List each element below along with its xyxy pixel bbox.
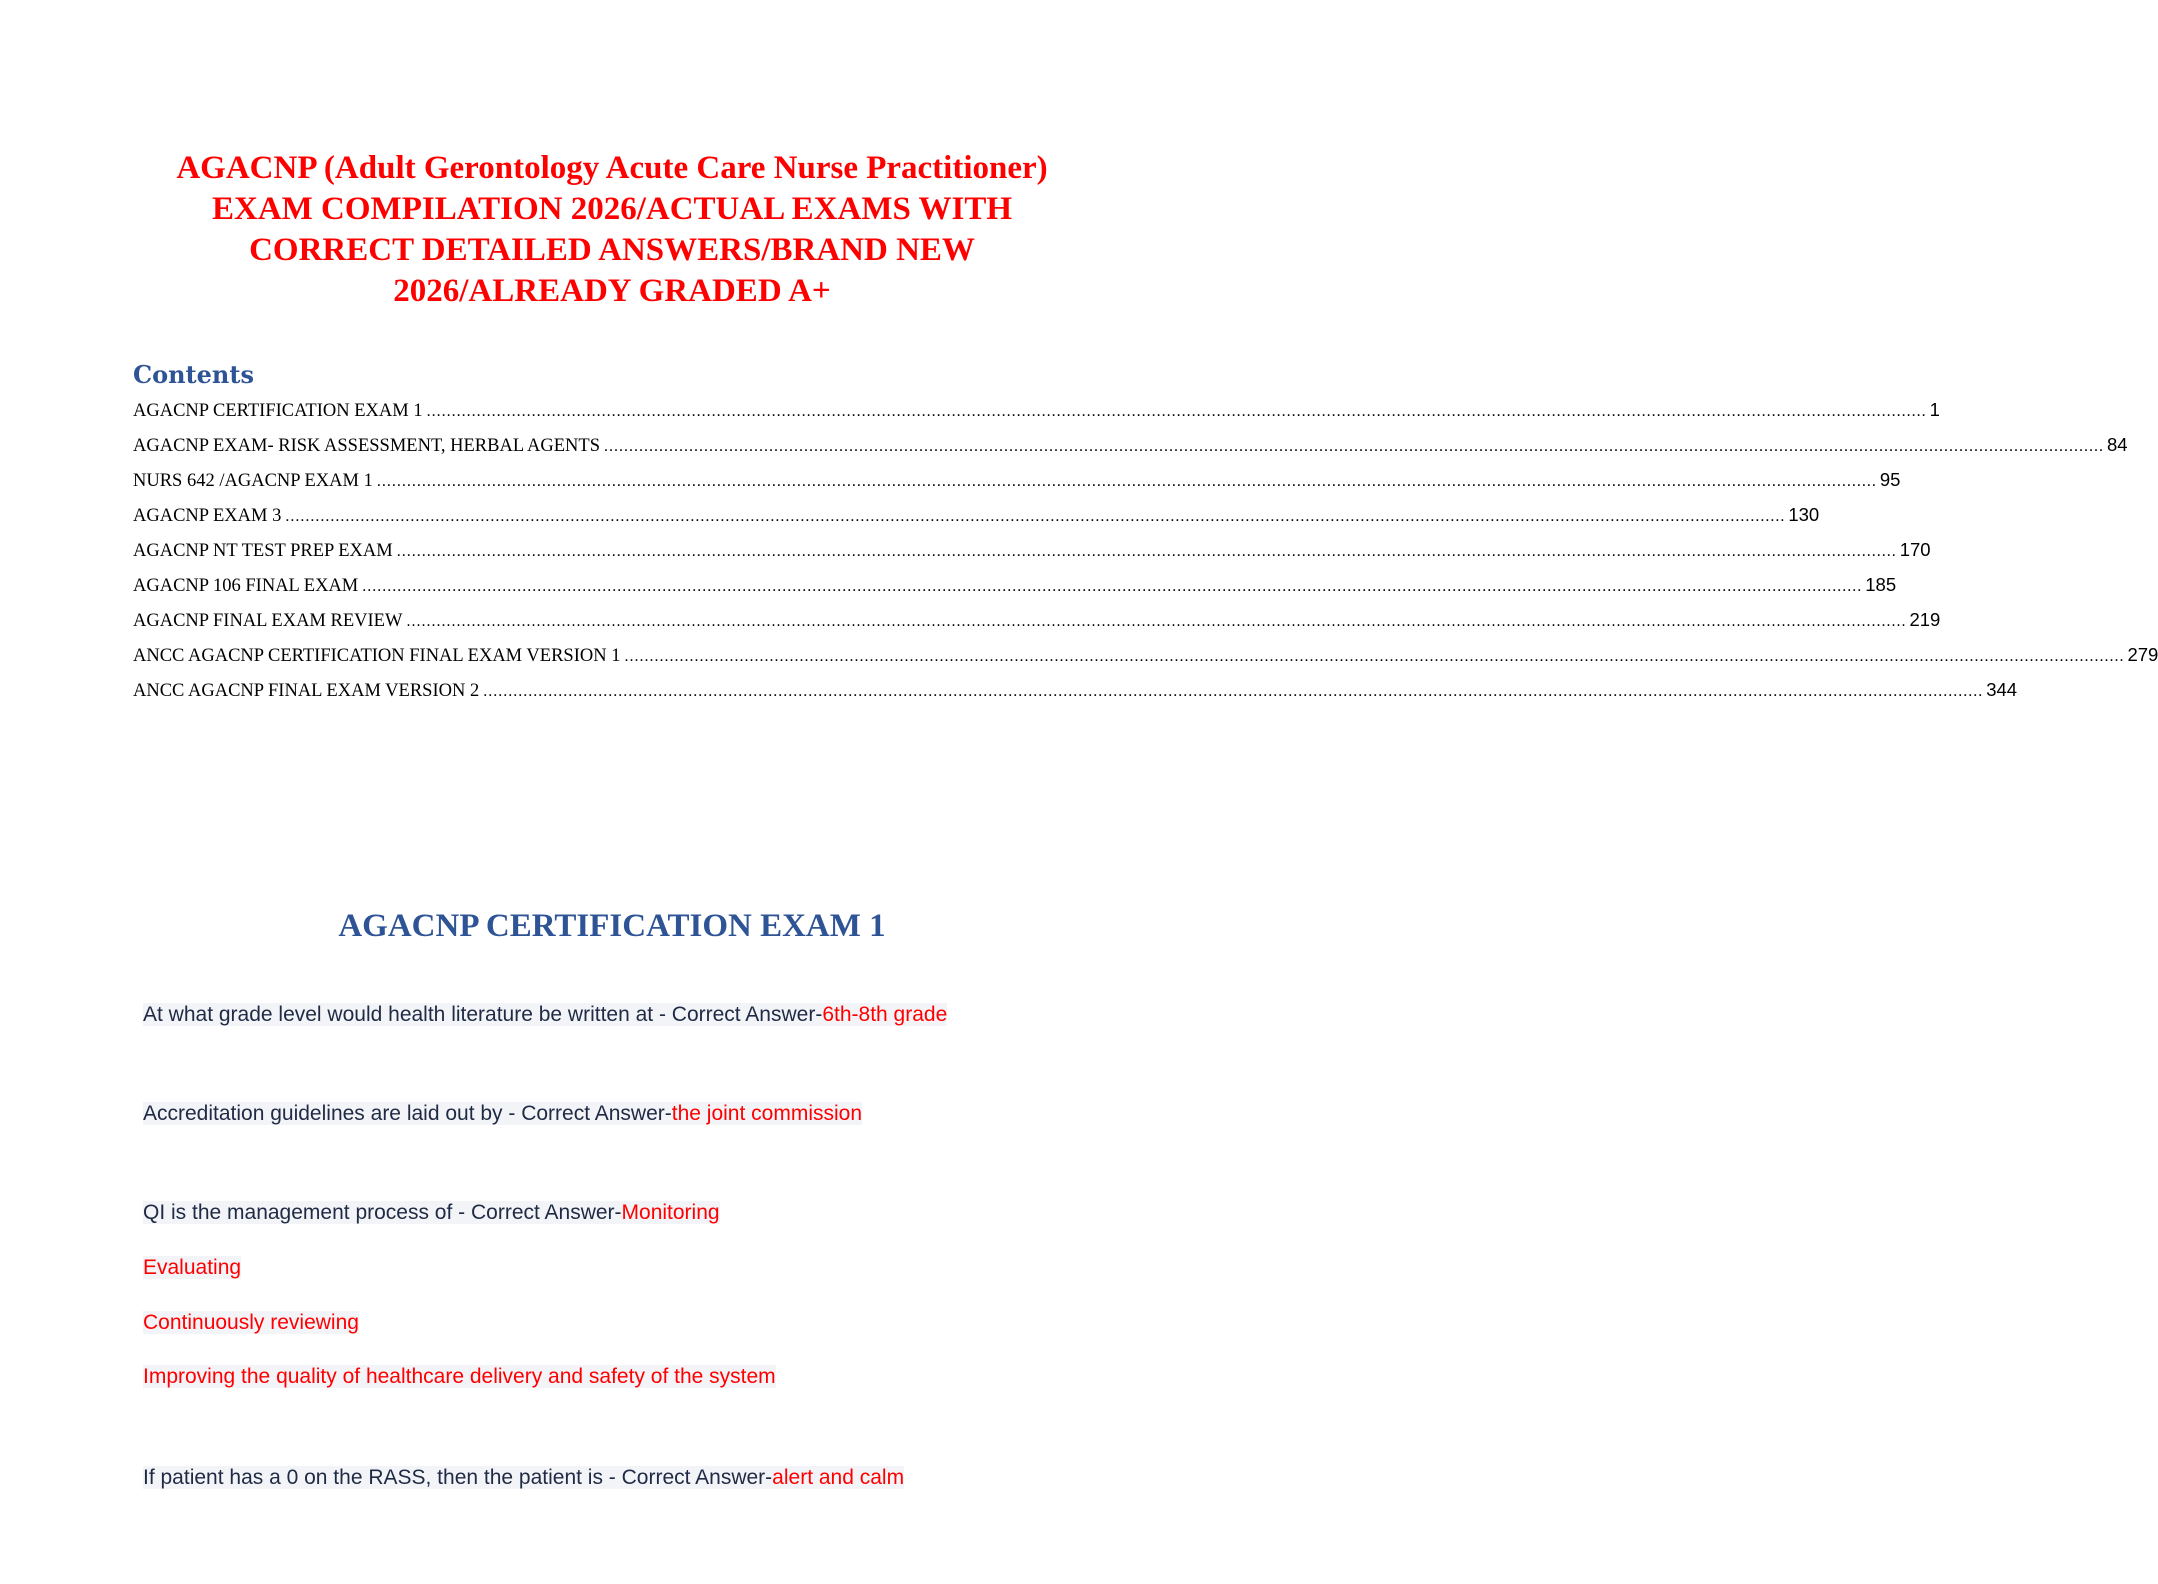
toc-entry-page: 1	[1929, 399, 1940, 420]
question-text: Accreditation guidelines are laid out by - Correct Answer-	[143, 1102, 672, 1125]
toc-dot-leader: ............................................................................................................................................................................................................................................................................................................	[396, 543, 1897, 560]
qa-item	[143, 1199, 720, 1227]
toc-entry-title: AGACNP CERTIFICATION EXAM 1	[133, 401, 423, 421]
toc-entry[interactable]	[133, 466, 1901, 501]
toc-dot-leader: ............................................................................................................................................................................................................................................................................................................	[604, 438, 2105, 455]
question-text: QI is the management process of - Correct Answer-	[143, 1201, 622, 1224]
toc-entry[interactable]	[133, 396, 1940, 431]
answer-continuation	[143, 1309, 359, 1337]
toc-entry-title: NURS 642 /AGACNP EXAM 1	[133, 471, 373, 491]
toc-entry-title: AGACNP 106 FINAL EXAM	[133, 576, 359, 596]
qa-item	[143, 1001, 947, 1029]
table-of-contents	[133, 396, 2158, 711]
toc-entry-page: 170	[1899, 539, 1931, 560]
toc-dot-leader: ............................................................................................................................................................................................................................................................................................................	[285, 508, 1786, 525]
answer-text: Continuously reviewing	[143, 1311, 359, 1334]
toc-entry[interactable]	[133, 571, 1897, 606]
toc-entry[interactable]	[133, 606, 1941, 641]
toc-entry[interactable]	[133, 431, 2128, 466]
toc-dot-leader: ............................................................................................................................................................................................................................................................................................................	[624, 648, 2125, 665]
toc-entry-title: ANCC AGACNP FINAL EXAM VERSION 2	[133, 681, 480, 701]
answer-text: alert and calm	[772, 1466, 905, 1489]
answer-text: Monitoring	[621, 1201, 720, 1224]
toc-entry-page: 344	[1986, 679, 2018, 700]
qa-item	[143, 1100, 862, 1128]
toc-entry[interactable]	[133, 501, 1820, 536]
toc-entry[interactable]	[133, 536, 1931, 571]
answer-text: 6th-8th grade	[822, 1003, 948, 1026]
toc-entry-page: 185	[1865, 574, 1897, 595]
toc-entry-page: 130	[1788, 504, 1820, 525]
toc-entry-title: AGACNP NT TEST PREP EXAM	[133, 541, 393, 561]
toc-dot-leader: ............................................................................................................................................................................................................................................................................................................	[426, 403, 1927, 420]
toc-dot-leader: ............................................................................................................................................................................................................................................................................................................	[362, 578, 1863, 595]
title-line: AGACNP (Adult Gerontology Acute Care Nurse Practitioner)	[176, 150, 1048, 186]
answer-continuation	[143, 1254, 241, 1282]
toc-dot-leader: ............................................................................................................................................................................................................................................................................................................	[406, 613, 1907, 630]
title-line: 2026/ALREADY GRADED A+	[393, 273, 831, 309]
toc-entry[interactable]	[133, 641, 2158, 676]
qa-item	[143, 1464, 904, 1492]
toc-entry-page: 95	[1879, 469, 1901, 490]
question-text: If patient has a 0 on the RASS, then the patient is - Correct Answer-	[143, 1466, 773, 1489]
toc-entry-title: AGACNP EXAM 3	[133, 506, 282, 526]
answer-continuation	[143, 1363, 776, 1391]
answer-text: Evaluating	[143, 1256, 242, 1279]
question-text: At what grade level would health literature be written at - Correct Answer-	[143, 1003, 823, 1026]
answer-text: the joint commission	[671, 1102, 863, 1125]
toc-entry-page: 279	[2127, 644, 2158, 665]
toc-entry-page: 219	[1909, 609, 1941, 630]
toc-dot-leader: ............................................................................................................................................................................................................................................................................................................	[376, 473, 1877, 490]
toc-entry-title: ANCC AGACNP CERTIFICATION FINAL EXAM VERSION 1	[133, 646, 621, 666]
toc-entry[interactable]	[133, 676, 2018, 711]
section-heading: AGACNP CERTIFICATION EXAM 1	[338, 908, 886, 944]
contents-heading: Contents	[133, 360, 254, 389]
title-line: EXAM COMPILATION 2026/ACTUAL EXAMS WITH	[211, 191, 1012, 227]
answer-text: Improving the quality of healthcare delivery and safety of the system	[143, 1365, 776, 1388]
title-line: CORRECT DETAILED ANSWERS/BRAND NEW	[249, 232, 975, 268]
toc-entry-page: 84	[2107, 434, 2128, 455]
toc-entry-title: AGACNP FINAL EXAM REVIEW	[133, 611, 403, 631]
toc-entry-title: AGACNP EXAM- RISK ASSESSMENT, HERBAL AGENTS	[133, 436, 601, 456]
toc-dot-leader: ............................................................................................................................................................................................................................................................................................................	[483, 683, 1984, 700]
document-title	[110, 148, 1114, 312]
